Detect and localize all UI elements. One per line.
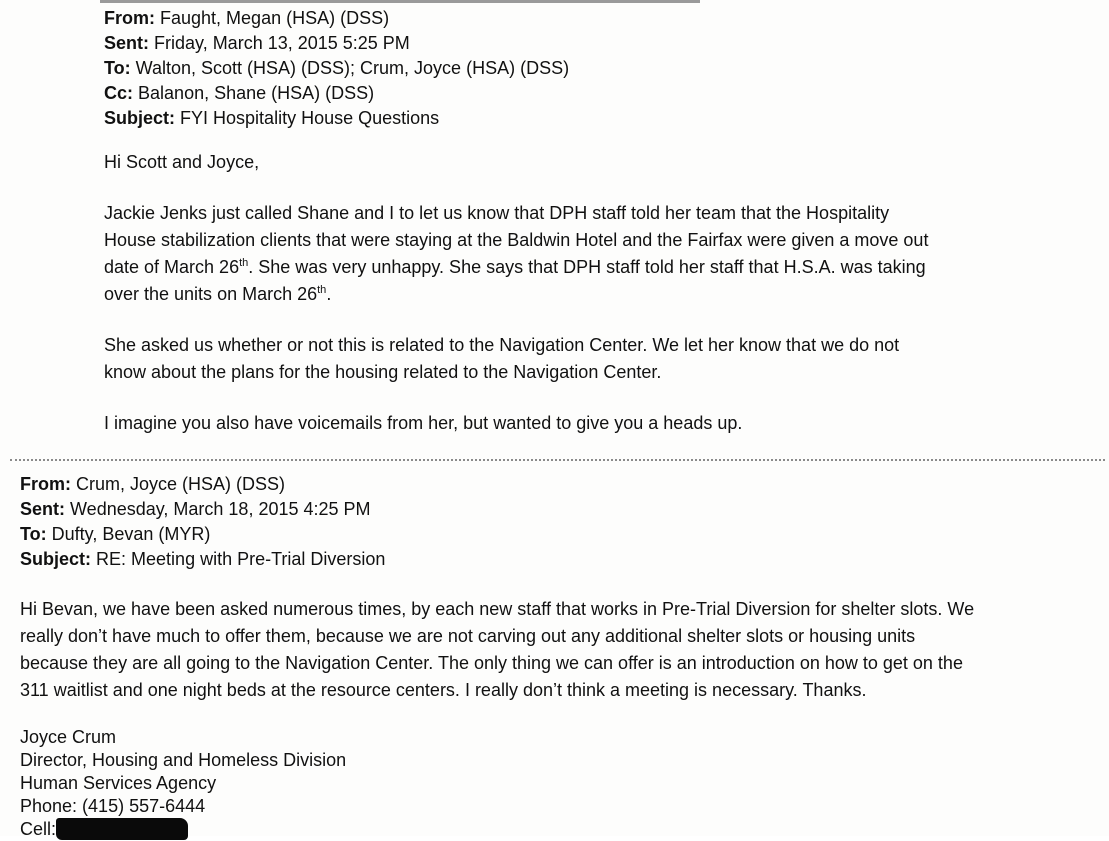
sent-line: Sent: Wednesday, March 18, 2015 4:25 PM: [20, 499, 371, 519]
email-header-2: [20, 472, 974, 572]
sent-line: Sent: Friday, March 13, 2015 5:25 PM: [104, 33, 410, 53]
signature-title: Director, Housing and Homeless Division: [20, 750, 347, 770]
signature-phone: Phone: (415) 557-6444: [20, 796, 206, 816]
signature-cell: Cell:: [20, 818, 974, 841]
subject-value: RE: Meeting with Pre-Trial Diversion: [96, 549, 386, 569]
to-line: To: Dufty, Bevan (MYR): [20, 524, 211, 544]
subject-line: Subject: FYI Hospitality House Questions: [104, 108, 440, 128]
to-line: To: Walton, Scott (HSA) (DSS); Crum, Joyce (HSA) (DSS): [104, 58, 570, 78]
body-paragraph: Hi Bevan, we have been asked numerous times, by each new staff that works in Pre-Trial Diversion for shelter slots. We really don’t have much to offer them, because we are not carving out any additional shelter slots or housing units because they are all going to the Navigation Center. The only thing we can offer is an introduction on how to get on the 311 waitlist and one night beds at the resource centers. I really don’t think a meeting is necessary. Thanks.: [20, 599, 975, 700]
to-value: Walton, Scott (HSA) (DSS); Crum, Joyce (HSA) (DSS): [135, 58, 570, 78]
cropped-top-edge: [100, 0, 700, 3]
sent-value: Wednesday, March 18, 2015 4:25 PM: [70, 499, 371, 519]
to-value: Dufty, Bevan (MYR): [51, 524, 211, 544]
subject-line: Subject: RE: Meeting with Pre-Trial Diversion: [20, 549, 386, 569]
email-header-1: [104, 6, 928, 131]
body-paragraph-3: I imagine you also have voicemails from her, but wanted to give you a heads up.: [104, 413, 743, 433]
body-paragraph-2: She asked us whether or not this is related to the Navigation Center. We let her know that we do not know about the plans for the housing related to the Navigation Center.: [104, 335, 900, 382]
email-message-2: [20, 472, 974, 841]
sent-value: Friday, March 13, 2015 5:25 PM: [154, 33, 410, 53]
signature-organization: Human Services Agency: [20, 773, 217, 793]
subject-value: FYI Hospitality House Questions: [180, 108, 440, 128]
cc-value: Balanon, Shane (HSA) (DSS): [138, 83, 375, 103]
body-paragraph-1: Jackie Jenks just called Shane and I to let us know that DPH staff told her team that the Hospitality House stabilization clients that were staying at the Baldwin Hotel and the Fairfax were given a move out date of March 26th. She was very unhappy. She says that DPH staff told her staff that H.S.A. was taking over the units on March 26th.: [104, 203, 929, 304]
redaction-bar: [56, 818, 188, 840]
signature-name: Joyce Crum: [20, 727, 117, 747]
from-line: From: Crum, Joyce (HSA) (DSS): [20, 474, 286, 494]
from-value: Crum, Joyce (HSA) (DSS): [76, 474, 286, 494]
message-divider: [10, 459, 1105, 461]
from-value: Faught, Megan (HSA) (DSS): [160, 8, 390, 28]
email-message-1: [104, 6, 928, 461]
cc-line: Cc: Balanon, Shane (HSA) (DSS): [104, 83, 375, 103]
greeting: Hi Scott and Joyce,: [104, 152, 260, 172]
signature-block: [20, 726, 974, 841]
from-line: From: Faught, Megan (HSA) (DSS): [104, 8, 390, 28]
